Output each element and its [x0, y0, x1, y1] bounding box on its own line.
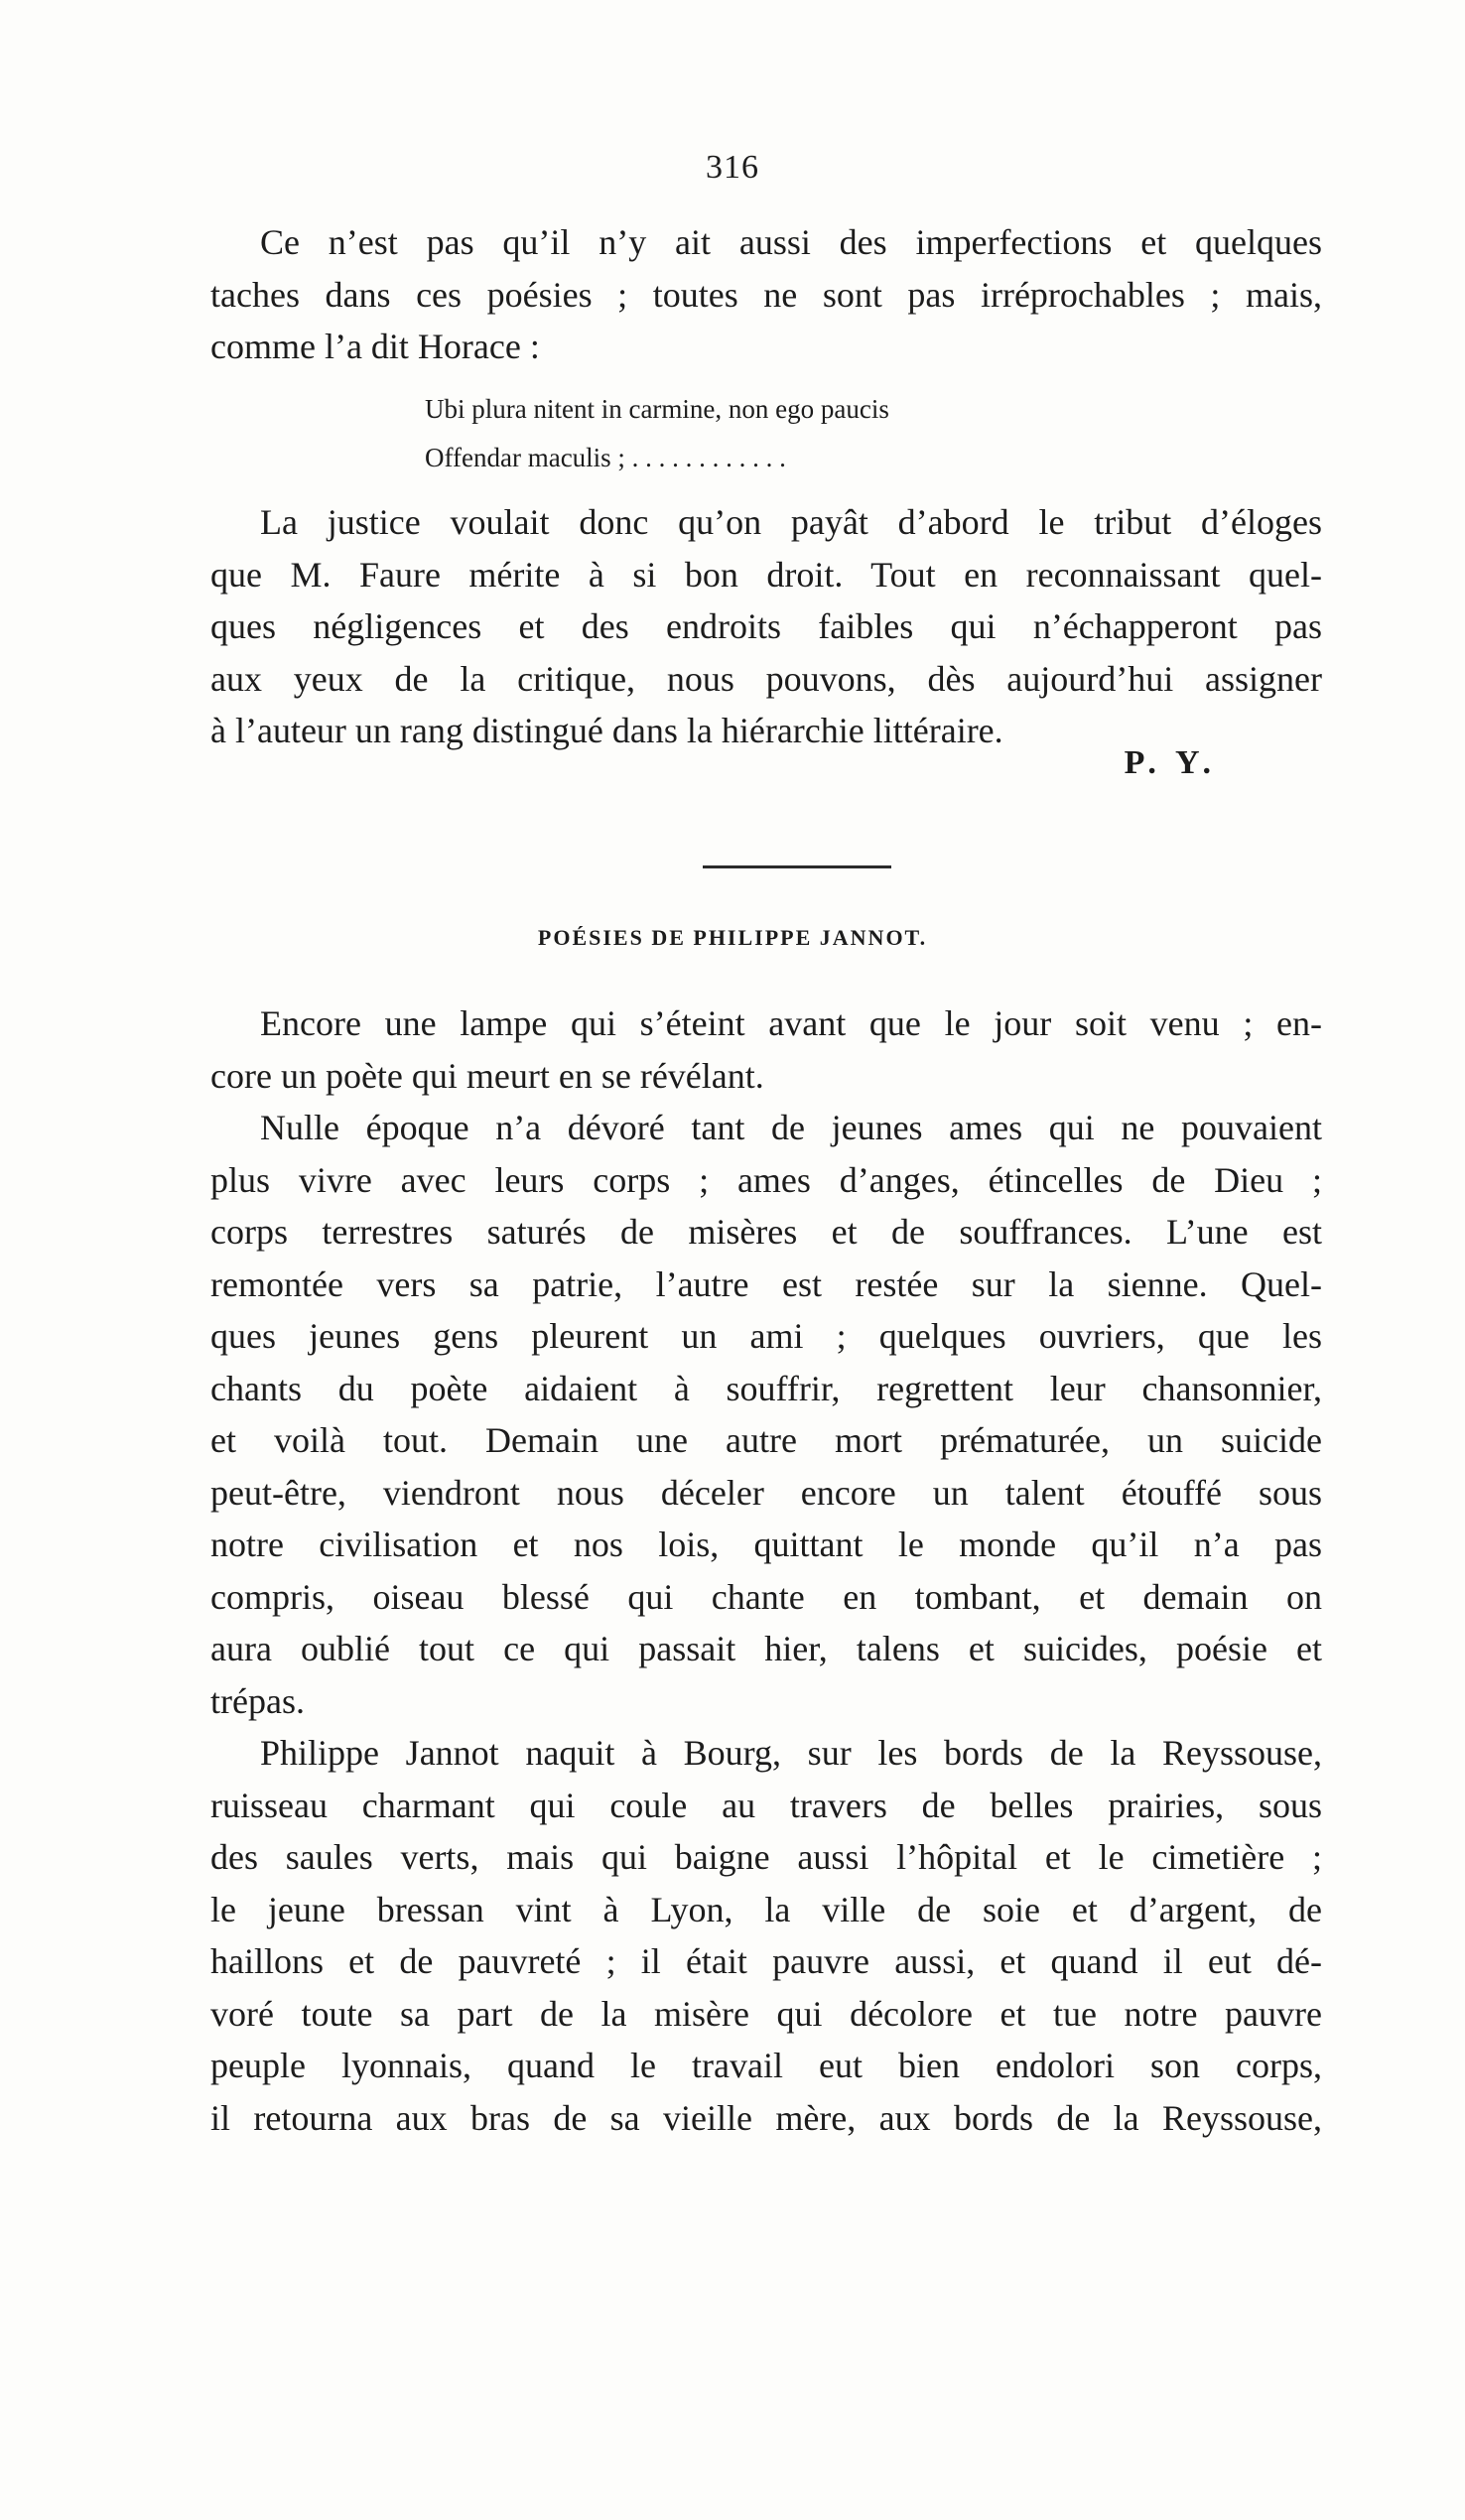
text-line: Philippe Jannot naquit à Bourg, sur les bords de la Reyssouse, — [260, 1733, 1322, 1773]
text-line: Nulle époque n’a dévoré tant de jeunes ames qui ne pouvaient — [260, 1108, 1322, 1147]
paragraph-lamp — [210, 997, 1322, 1102]
paragraph-jannot — [210, 1727, 1322, 2144]
text-line: aux yeux de la critique, nous pouvons, dès aujourd’hui assigner — [210, 658, 1322, 699]
page-number: 316 — [706, 149, 759, 186]
text-line: taches dans ces poésies ; toutes ne sont pas irréprochables ; mais, — [210, 274, 1322, 315]
text-line: des saules verts, mais qui baigne aussi l’hôpital et le cimetière ; — [210, 1837, 1322, 1877]
text-line: ruisseau charmant qui coule au travers de belles prairies, sous — [210, 1785, 1322, 1825]
section-title: POÉSIES DE PHILIPPE JANNOT. — [537, 925, 928, 950]
text-line: Encore une lampe qui s’éteint avant que le jour soit venu ; en- — [260, 1003, 1322, 1043]
text-line: peuple lyonnais, quand le travail eut bien endolori son corps, — [210, 2046, 1322, 2085]
text-line: que M. Faure mérite à si bon droit. Tout en reconnaissant quel- — [210, 554, 1322, 595]
author-signature: P. Y. — [1124, 744, 1217, 781]
text-line: core un poète qui meurt en se révélant. — [210, 1055, 764, 1096]
text-line: corps terrestres saturés de misères et de souffrances. L’une est — [210, 1212, 1322, 1252]
text-line: aura oublié tout ce qui passait hier, talens et suicides, poésie et — [210, 1629, 1322, 1668]
text-line: compris, oiseau blessé qui chante en tombant, et demain on — [210, 1576, 1322, 1617]
text-line: haillons et de pauvreté ; il était pauvre aussi, et quand il eut dé- — [210, 1941, 1322, 1981]
paragraph-epoch — [210, 1102, 1322, 1727]
text-line: comme l’a dit Horace : — [210, 327, 540, 366]
text-line: et voilà tout. Demain une autre mort prématurée, un suicide — [210, 1420, 1322, 1460]
text-line: peut-être, viendront nous déceler encore un talent étouffé sous — [210, 1472, 1322, 1513]
section-divider — [703, 865, 891, 868]
article-body — [210, 997, 1322, 2144]
paragraph-justice — [210, 496, 1322, 757]
text-line: notre civilisation et nos lois, quittant le monde qu’il n’a pas — [210, 1525, 1322, 1564]
text-line: ques négligences et des endroits faibles qui n’échapperont pas — [210, 606, 1322, 646]
text-line: le jeune bressan vint à Lyon, la ville de soie et d’argent, de — [210, 1889, 1322, 1929]
text-line: La justice voulait donc qu’on payât d’abord le tribut d’éloges — [260, 502, 1322, 542]
text-line: Ce n’est pas qu’il n’y ait aussi des imperfections et quelques — [260, 222, 1322, 262]
text-line: plus vivre avec leurs corps ; ames d’anges, étincelles de Dieu ; — [210, 1159, 1322, 1200]
text-line: trépas. — [210, 1680, 305, 1721]
text-line: chants du poète aidaient à souffrir, regrettent leur chansonnier, — [210, 1368, 1322, 1408]
quote-line: Offendar maculis ; . . . . . . . . . . . . — [425, 443, 786, 472]
quote-line: Ubi plura nitent in carmine, non ego paucis — [425, 394, 889, 424]
text-line: à l’auteur un rang distingué dans la hiérarchie littéraire. — [210, 711, 1003, 750]
latin-quotation — [425, 385, 889, 482]
text-line: ques jeunes gens pleurent un ami ; quelques ouvriers, que les — [210, 1316, 1322, 1356]
text-line: il retourna aux bras de sa vieille mère, aux bords de la Reyssouse, — [210, 2097, 1322, 2138]
paragraph-imperfections — [210, 216, 1322, 373]
text-line: voré toute sa part de la misère qui décolore et tue notre pauvre — [210, 1993, 1322, 2034]
text-line: remontée vers sa patrie, l’autre est restée sur la sienne. Quel- — [210, 1263, 1322, 1304]
